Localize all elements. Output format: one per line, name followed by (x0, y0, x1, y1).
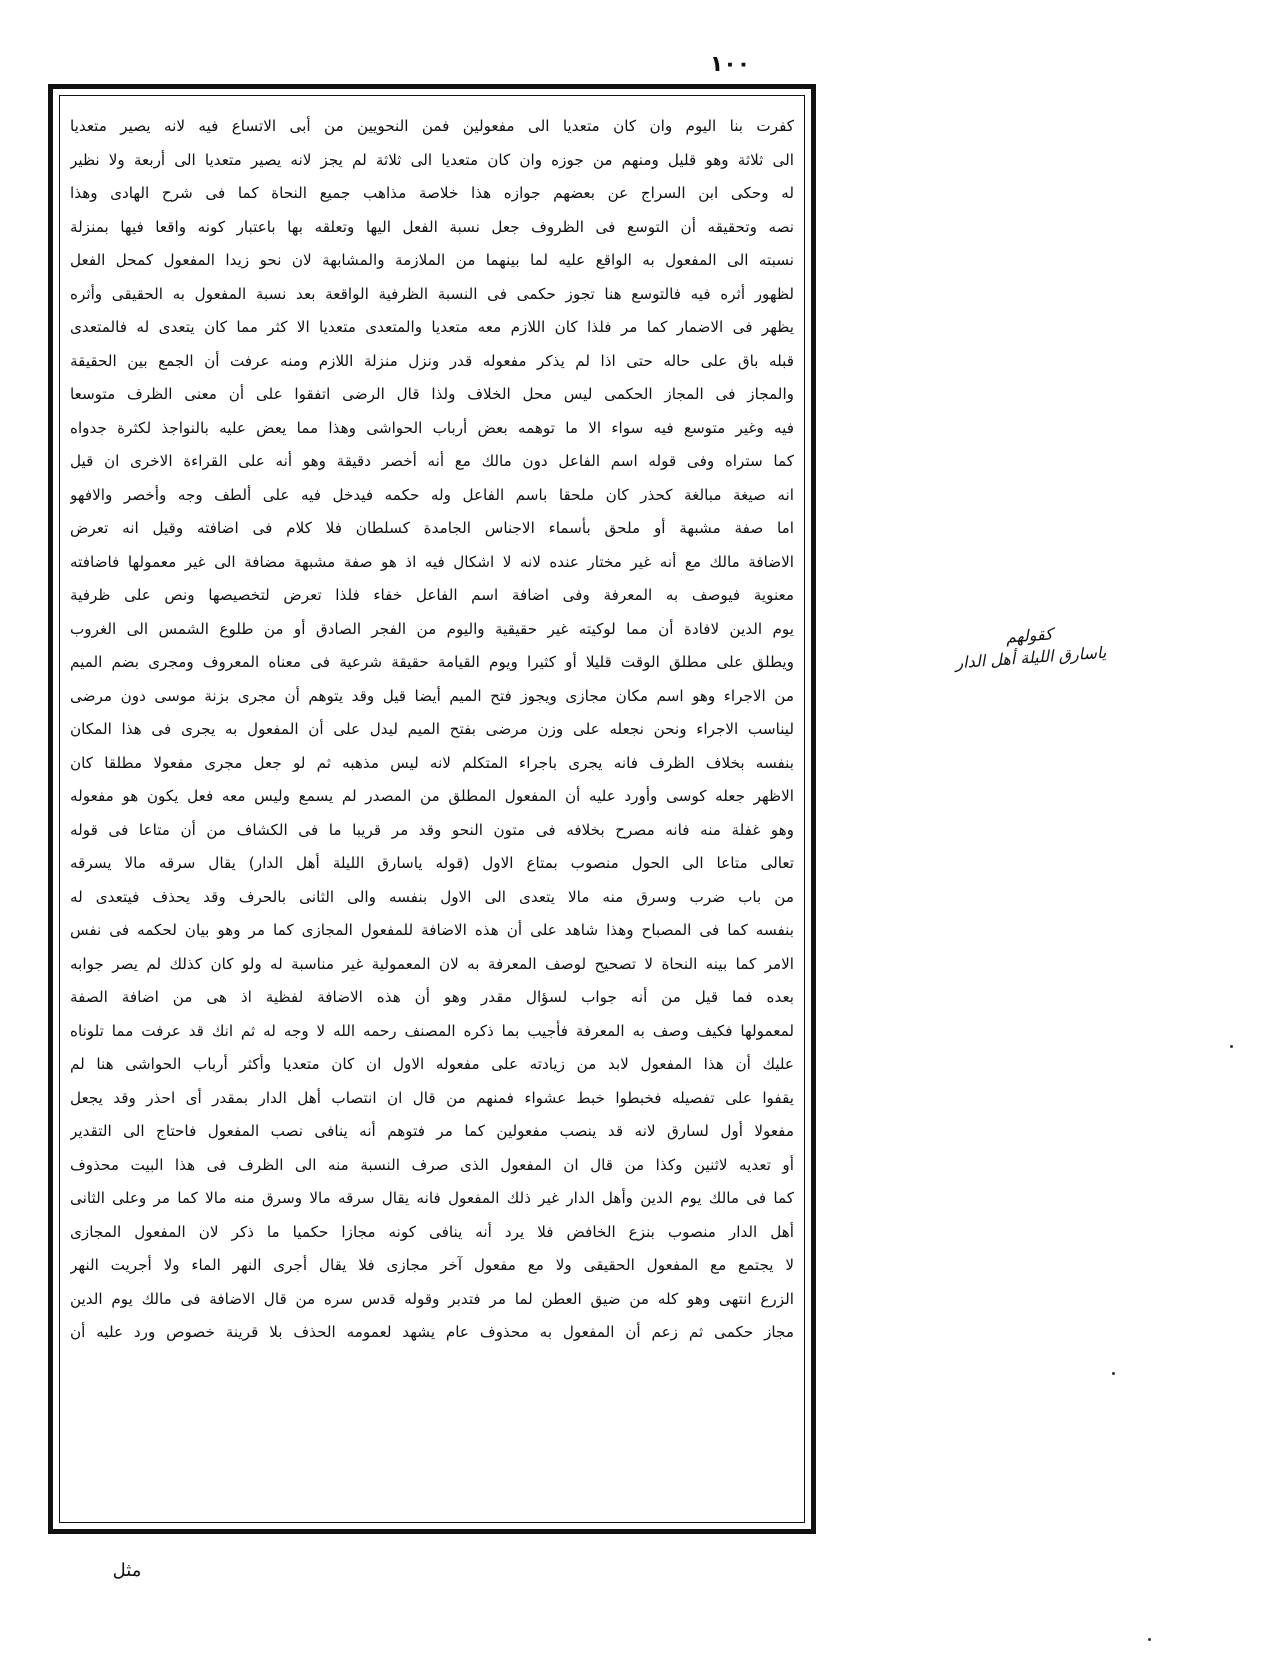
text-line: الامر كما بينه النحاة لا تصحيح لوصف المعرفة به لان المعمولية غير مناسبة له ولو كان كذلك لم يصر جوابه (70, 954, 794, 973)
text-line: اما صفة مشبهة أو ملحق بأسماء الاجناس الجامدة كسلطان فلا كلام فى اضافته وقيل انه تعرض (70, 519, 794, 537)
text-frame (48, 84, 816, 1534)
paper-speck (1148, 1638, 1151, 1641)
text-line: عليك أن هذا المفعول لابد من زيادته على مفعوله الاول ان كان متعديا وأكثر أرباب الحواشى هنا لم (70, 1055, 794, 1073)
text-line: الاظهر جعله كوسى وأورد عليه أن المفعول المطلق من المصدر لم يسمع وليس معه فعل يكون هو مفعوله (70, 787, 794, 805)
text-line: يقفوا على تفصيله فخبطوا خبط عشواء فمنهم من قال ان انتصاب أهل الدار بمقدر أى احذر وقد يجعل (70, 1088, 794, 1107)
text-line: ليناسب الاجراء ونحن نجعله على وزن مرضى بفتح الميم ليدل على أن المفعول به يجرى فى هذا المكان (70, 720, 794, 738)
text-line: له وحكى ابن السراج عن بعضهم جوازه هذا خلاصة مذاهب جميع النحاة كما فى شرح الهادى وهذا (70, 184, 794, 202)
text-line: لا يجتمع مع المفعول الحقيقى ولا مع مفعول آخر مجازى فلا يقال أجرى النهر الماء ولا أجريت النهر (70, 1256, 794, 1274)
text-line: يوم الدين لافادة أن مما لوكيته غير حقيقية واليوم من الفجر الصادق أو من طلوع الشمس الى الغروب (70, 619, 794, 638)
text-line: فيه وغير متوسع فيه سواء الا ما توهمه بعض أرباب الحواشى وهذا مما يعض عليه بالنواجذ لكثرة جدواه (70, 418, 794, 437)
text-line: ويطلق على مطلق الوقت قليلا أو كثيرا ويوم القيامة حقيقة شرعية فى معناه المعروف ومجرى بضم الميم (70, 653, 794, 671)
text-line: كفرت بنا اليوم وان كان متعديا الى مفعولين فمن النحويين من أبى الاتساع فيه لانه يصير متعديا (70, 117, 794, 135)
paper-speck (1112, 1372, 1115, 1375)
text-line: كما ستراه وفى قوله اسم الفاعل دون مالك مع أنه أخصر دقيقة وهو أنه على القراءة الاخرى ان قيل (70, 452, 794, 470)
commentary-text (70, 110, 794, 1514)
page-number: ١٠٠ (709, 52, 751, 77)
text-line: والمجاز فى المجاز الحكمى ليس محل الخلاف ولذا قال الرضى اتفقوا على أن معنى الظرف متوسعا (70, 385, 794, 403)
text-line: لظهور أثره فيه فالتوسع هنا تجوز حكمى فى النسبة الظرفية الواقعة بعد نسبة المفعول به الحقيقى وأثره (70, 284, 794, 303)
text-line: مفعولا أول لسارق لانه قد ينصب مفعولين كما مر فتوهم أنه ينافى نصب المفعول فاحتاج الى التقدير (70, 1122, 794, 1140)
text-line: أهل الدار منصوب بنزع الخافض فلا يرد أنه ينافى كونه مجازا حكميا ما ذكر لان المفعول المجازى (70, 1222, 794, 1241)
text-line: الزرع انتهى وهو كله من ضيق العطن لما مر فتدبر وقوله قدس سره من قال الاضافة فى مالك يوم الدين (70, 1289, 794, 1308)
text-line: كما فى مالك يوم الدين وأهل الدار غير ذلك المفعول فانه يقال سرقه مالا وسرق منه مالا كما مر وعلى الثانى (70, 1189, 794, 1207)
text-line: معنوية فيوصف به المعرفة وفى اضافة اسم الفاعل خفاء فلذا تعرض لتخصيصها ونص على ظرفية (70, 586, 794, 604)
text-line: نسبته الى المفعول به الواقع عليه لما بينهما من الملازمة والمشابهة لان نحو زيدا المفعول كمحل الفعل (70, 251, 794, 269)
text-line: بعده فما قيل من أنه جواب لسؤال مقدر وهو أن هذه الاضافة لفظية اذ هى من اضافة الصفة (70, 988, 794, 1006)
text-line: الاضافة مالك مع أنه غير مختار عنده لانه لا اشكال فيه اذ هو صفة مشبهة مضافة الى غير معمولها فاضافته (70, 552, 794, 571)
text-line: لمعمولها فكيف وصف به المعرفة فأجيب بما ذكره المصنف رحمه الله لا وجه له ثم انك قد عرفت مما تلوناه (70, 1021, 794, 1040)
text-line: تعالى متاعا الى الحول منصوب بمتاع الاول (قوله ياسارق الليلة أهل الدار) يقال سرقه مالا يسرقه (70, 854, 794, 872)
text-line: الى ثلاثة وهو قليل ومنهم من جوزه وان كان متعديا الى ثلاثة لم يجز لانه يصير متعديا الى أربعة ولا نظير (70, 150, 794, 169)
text-line: نصه وتحقيقه أن التوسع فى الظروف جعل نسبة الفعل اليها وتعلقه بها باعتبار كونه واقعا فيها بمنزلة (70, 217, 794, 236)
paper-speck (1230, 1045, 1233, 1048)
text-line: أو تعديه لاثنين وكذا من قال ان المفعول الذى صرف النسبة منه الى الظرف فى هذا البيت محذوف (70, 1155, 794, 1174)
margin-note (904, 616, 1156, 677)
text-frame-inner-rule (59, 95, 805, 1523)
text-line: وهو غفلة منه فانه مصرح بخلافه فى متون النحو وقد مر قريبا ما فى الكشاف من أن متاعا فى قوله (70, 820, 794, 839)
text-line: بنفسه بخلاف الظرف فانه يجرى باجراء المتكلم لانه ليس مذهبه ثم لو جعل مجرى مفعولا مطلقا كان (70, 753, 794, 772)
text-line: من باب ضرب وسرق منه مالا يتعدى الى الاول بنفسه والى الثانى بالحرف وقد يحذف فيتعدى له (70, 887, 794, 906)
margin-note-line: كقولهم (1005, 624, 1054, 647)
margin-note-line: ياسارق الليلة أهل الدار (954, 642, 1107, 673)
text-line: انه صيغة مبالغة كحذر كان ملحقا باسم الفاعل وله حكمه فيدخل فيه على ألطف وجه وأخصر والافهو (70, 485, 794, 504)
text-line: من الاجراء وهو اسم مكان مجازى ويجوز فتح الميم أيضا قيل وقد يتوهم أن مجرى بزنة موسى دون مرضى (70, 686, 794, 705)
text-line: قبله باق على حاله حتى اذا لم يذكر مفعوله قدر ونزل منزلة اللازم ومنه عرفت أن الجمع بين الحقيقة (70, 351, 794, 370)
text-line: يظهر فى الاضمار كما مر فلذا كان اللازم معه متعديا والمتعدى متعديا الا كثر مما كان يتعدى له فالمتعدى (70, 318, 794, 336)
text-line: بنفسه كما فى المصباح وهذا شاهد على أن هذه الاضافة للمفعول المجازى كما مر وهو بيان لحكمه فى نفس (70, 921, 794, 939)
text-line: مجاز حكمى ثم زعم أن المفعول به محذوف عام يشهد لعمومه الحذف بلا قرينة خصوص ورد عليه أن (70, 1323, 794, 1341)
catchword: مثل (112, 1560, 142, 1581)
